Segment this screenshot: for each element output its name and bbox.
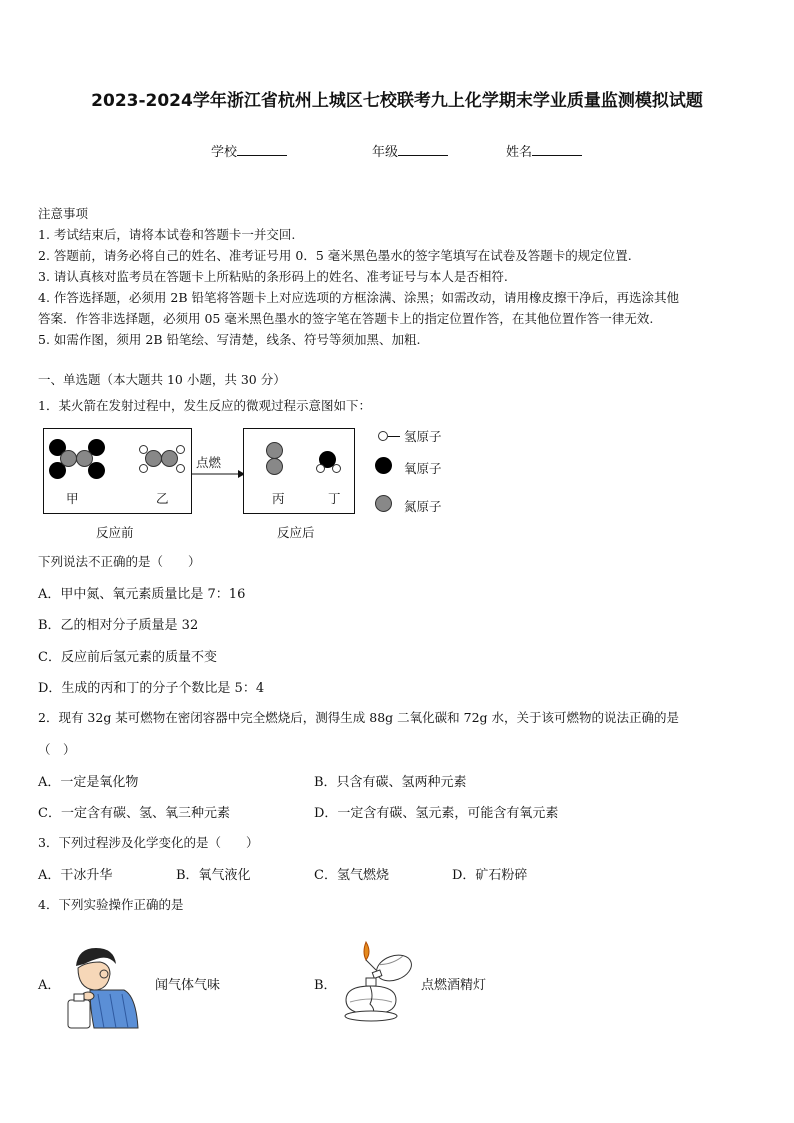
legend-nitrogen: 氮原子 <box>404 499 442 514</box>
reaction-arrow-icon <box>190 468 246 480</box>
after-label: 反应后 <box>277 525 315 540</box>
notice-item: 答案．作答非选择题，必须用 05 毫米黑色墨水的签字笔在答题卡上的指定位置作答，在其他位置作答一律无效. <box>38 311 654 326</box>
notice-item: 5. 如需作图，须用 2B 铅笔绘、写清楚，线条、符号等须加黑、加粗. <box>38 332 421 347</box>
before-label: 反应前 <box>96 525 134 540</box>
notice-item: 4. 作答选择题，必须用 2B 铅笔将答题卡上对应选项的方框涂满、涂黑；如需改动，请用橡皮擦干净后，再选涂其他 <box>38 290 679 305</box>
hydrogen-atom <box>139 464 148 473</box>
q2-stem: 2．现有 32g 某可燃物在密闭容器中完全燃烧后，测得生成 88g 二氧化碳和 72g 水，关于该可燃物的说法正确的是 <box>38 710 680 725</box>
hydrogen-atom <box>332 464 341 473</box>
notice-item: 3. 请认真核对监考员在答题卡上所粘贴的条形码上的姓名、准考证号与本人是否相符. <box>38 269 508 284</box>
q1-option-c: C．反应前后氢元素的质量不变 <box>38 650 217 665</box>
reactant-box <box>43 428 192 514</box>
nitrogen-atom <box>266 442 283 459</box>
q3-option-a: A．干冰升华 <box>38 868 113 883</box>
label-ding: 丁 <box>328 491 341 506</box>
q3-option-b: B．氧气液化 <box>176 868 251 883</box>
q2-option-c: C．一定含有碳、氢、氧三种元素 <box>38 806 230 821</box>
hydrogen-atom <box>176 445 185 454</box>
q1-option-b: B．乙的相对分子质量是 32 <box>38 618 199 633</box>
nitrogen-legend-icon <box>375 495 392 512</box>
label-bing: 丙 <box>272 491 285 506</box>
q2-option-b: B．只含有碳、氢两种元素 <box>314 775 467 790</box>
q2-option-d: D．一定含有碳、氢元素，可能含有氧元素 <box>314 806 559 821</box>
q1-option-d: D．生成的丙和丁的分子个数比是 5：4 <box>38 681 265 696</box>
q2-stem-cont: （ ） <box>38 742 76 757</box>
notice-item: 2. 答题前，请务必将自己的姓名、准考证号用 0．5 毫米黑色墨水的签字笔填写在试卷及答题卡的规定位置. <box>38 248 632 263</box>
q3-option-d: D．矿石粉碎 <box>452 868 528 883</box>
q3-option-c: C．氢气燃烧 <box>314 868 389 883</box>
q2-option-a: A．一定是氧化物 <box>38 775 139 790</box>
nitrogen-atom <box>145 450 162 467</box>
lighting-alcohol-lamp-illustration <box>336 938 420 1026</box>
nitrogen-atom <box>76 450 93 467</box>
notice-item: 1. 考试结束后，请将本试卷和答题卡一并交回. <box>38 227 296 242</box>
product-box <box>243 428 355 514</box>
label-jia: 甲 <box>66 491 79 506</box>
page-title: 2023-2024学年浙江省杭州上城区七校联考九上化学期末学业质量监测模拟试题 <box>91 91 703 111</box>
q4-option-b-letter: B． <box>314 978 337 993</box>
name-field: 姓名 <box>506 141 582 160</box>
legend-hydrogen: 氢原子 <box>404 429 442 444</box>
nitrogen-atom <box>60 450 77 467</box>
q1-prompt: 下列说法不正确的是（ ） <box>38 554 201 569</box>
hydrogen-atom <box>176 464 185 473</box>
q3-stem: 3．下列过程涉及化学变化的是（ ） <box>38 835 259 850</box>
notice-heading: 注意事项 <box>38 206 89 221</box>
nitrogen-atom <box>161 450 178 467</box>
q4-option-a-label: 闻气体气味 <box>155 978 221 993</box>
q4-option-b-label: 点燃酒精灯 <box>421 978 487 993</box>
legend-oxygen: 氧原子 <box>404 461 442 476</box>
oxygen-atom <box>88 462 105 479</box>
hydrogen-legend-icon <box>378 431 388 441</box>
q1-stem: 1．某火箭在发射过程中，发生反应的微观过程示意图如下： <box>38 398 371 413</box>
section-heading: 一、单选题（本大题共 10 小题，共 30 分） <box>38 372 286 387</box>
school-field: 学校 <box>211 141 287 160</box>
grade-field: 年级 <box>372 141 448 160</box>
q4-option-a-letter: A． <box>38 978 61 993</box>
arrow-label: 点燃 <box>196 455 222 470</box>
oxygen-legend-icon <box>375 457 392 474</box>
label-yi: 乙 <box>156 491 169 506</box>
smelling-gas-illustration <box>64 944 144 1030</box>
q4-stem: 4．下列实验操作正确的是 <box>38 897 184 912</box>
nitrogen-atom <box>266 458 283 475</box>
q1-option-a: A．甲中氮、氧元素质量比是 7：16 <box>38 587 246 602</box>
legend-line <box>388 436 400 437</box>
hydrogen-atom <box>316 464 325 473</box>
